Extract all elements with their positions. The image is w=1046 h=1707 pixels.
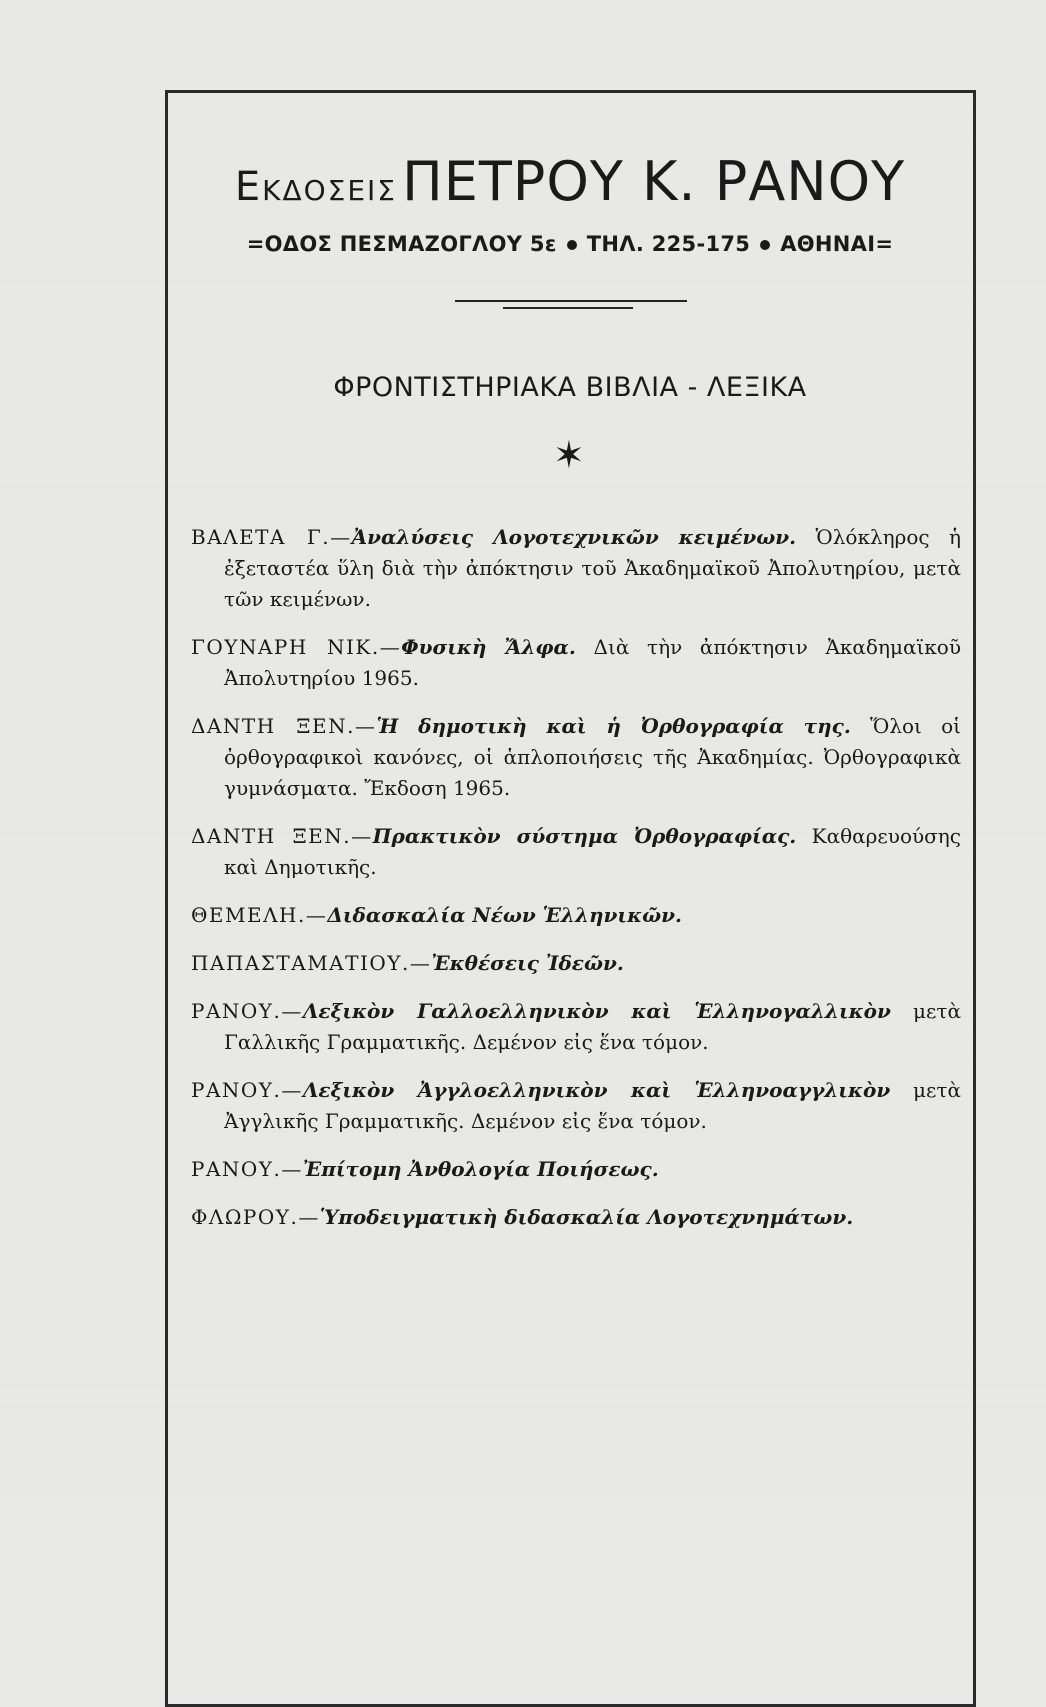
entry-title: Ἀναλύσεις Λογοτεχνικῶν κειμένων. — [351, 525, 797, 549]
star-icon: ✶ — [553, 433, 585, 477]
entry-description: μετὰ Γαλλικῆς Γραμματικῆς. Δεμένον εἰς ἕνα τόμον. — [224, 999, 961, 1054]
entry-title: Λεξικὸν Γαλλοελληνικὸν καὶ Ἑλληνογαλλικὸν — [302, 999, 891, 1023]
entry-author: ΔΑΝΤΗ ΞΕΝ.— — [191, 824, 373, 848]
entry-author: ΠΑΠΑΣΤΑΜΑΤΙΟΥ.— — [191, 951, 432, 975]
book-list — [191, 522, 961, 1250]
book-entry — [191, 900, 961, 931]
bullet-icon — [567, 240, 577, 250]
divider-rule-short — [503, 307, 633, 309]
book-entry — [191, 821, 961, 883]
entry-title: Ἐπίτομη Ἀνθολογία Ποιήσεως. — [302, 1157, 659, 1181]
book-entry — [191, 711, 961, 804]
book-entry — [191, 996, 961, 1058]
entry-author: ΓΟΥΝΑΡΗ ΝΙΚ.— — [191, 635, 402, 659]
entry-author: ΦΛΩΡΟΥ.— — [191, 1205, 320, 1229]
book-entry — [191, 1202, 961, 1233]
entry-description: Ὅλοι οἱ ὀρθογραφικοὶ κανόνες, οἱ ἁπλοποιήσεις τῆς Ἀκαδημίας. Ὀρθογραφικὰ γυμνάσματα. Ἔκδοση 1965. — [224, 714, 961, 800]
entry-author: ΡΑΝΟΥ.— — [191, 1078, 303, 1102]
address-city: ΑΘΗΝΑΙ= — [780, 232, 894, 256]
book-entry — [191, 948, 961, 979]
publisher-title — [185, 150, 955, 213]
book-entry — [191, 632, 961, 694]
publisher-address — [185, 232, 955, 256]
entry-title: Ὑποδειγματικὴ διδασκαλία Λογοτεχνημάτων. — [319, 1205, 854, 1229]
entry-author: ΡΑΝΟΥ.— — [191, 999, 303, 1023]
entry-title: Πρακτικὸν σύστημα Ὀρθογραφίας. — [372, 824, 797, 848]
entry-author: ΡΑΝΟΥ.— — [191, 1157, 303, 1181]
book-entry — [191, 1154, 961, 1185]
entry-author: ΔΑΝΤΗ ΞΕΝ.— — [191, 714, 377, 738]
entry-description: Ὁλόκληρος ἡ ἐξεταστέα ὕλη διὰ τὴν ἀπόκτησιν τοῦ Ἀκαδημαϊκοῦ Ἀπολυτηρίου, μετὰ τῶν κειμένων. — [224, 525, 962, 611]
address-street: =ΟΔΟΣ ΠΕΣΜΑΖΟΓΛΟΥ 5ε — [246, 232, 557, 256]
publisher-prefix: Εκδοσεις — [234, 164, 397, 210]
bullet-icon — [760, 240, 770, 250]
entry-title: Λεξικὸν Ἀγγλοελληνικὸν καὶ Ἑλληνοαγγλικὸν — [302, 1078, 891, 1102]
book-entry — [191, 1075, 961, 1137]
address-phone: ΤΗΛ. 225-175 — [586, 232, 751, 256]
entry-title: Φυσικὴ Ἄλφα. — [401, 635, 576, 659]
divider-rule — [455, 300, 687, 302]
entry-description: μετὰ Ἀγγλικῆς Γραμματικῆς. Δεμένον εἰς ἕνα τόμον. — [224, 1078, 961, 1133]
entry-author: ΒΑΛΕΤΑ Γ.— — [191, 525, 352, 549]
entry-description: Διὰ τὴν ἀπόκτησιν Ἀκαδημαϊκοῦ Ἀπολυτηρίου 1965. — [224, 635, 961, 690]
entry-author: ΘΕΜΕΛΗ.— — [191, 903, 328, 927]
entry-description: Καθαρευούσης καὶ Δημοτικῆς. — [224, 824, 961, 879]
book-entry — [191, 522, 961, 615]
entry-title: Διδασκαλία Νέων Ἑλληνικῶν. — [327, 903, 682, 927]
entry-title: Ἐκθέσεις Ἰδεῶν. — [431, 951, 624, 975]
publisher-name: ΠΕΤΡΟΥ Κ. ΡΑΝΟΥ — [402, 150, 906, 213]
entry-title: Ἡ δημοτικὴ καὶ ἡ Ὀρθογραφία της. — [376, 714, 851, 738]
section-heading: ΦΡΟΝΤΙΣΤΗΡΙΑΚΑ ΒΙΒΛΙΑ - ΛΕΞΙΚΑ — [333, 372, 807, 403]
